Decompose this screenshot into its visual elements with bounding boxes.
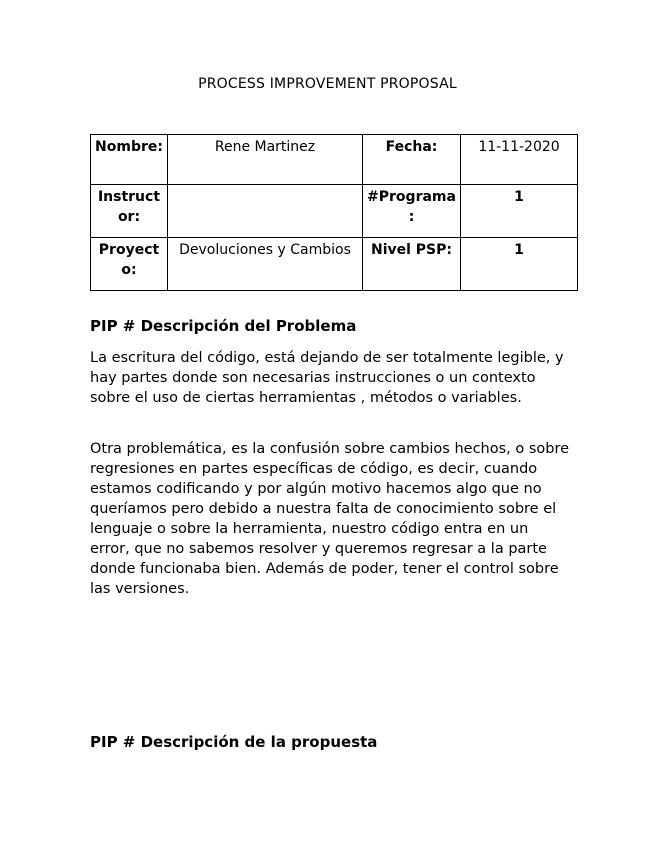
table-row — [91, 135, 578, 185]
program-label: #Programa: — [363, 185, 461, 238]
psp-level-label: Nivel PSP: — [363, 238, 461, 291]
table-row — [91, 238, 578, 291]
psp-level-value: 1 — [461, 238, 578, 291]
problem-paragraph-1: La escritura del código, está dejando de ser totalmente legible, y hay partes donde son necesarias instrucciones o un contexto sobre el uso de ciertas herramientas , métodos o variables. — [90, 350, 564, 406]
problem-paragraph-2: Otra problemática, es la confusión sobre cambios hechos, o sobre regresiones en partes específicas de código, es decir, cuando estamos codificando y por algún motivo hacemos algo que no queríamos pero debido a nuestra falta de conocimiento sobre el lenguaje o sobre la herramienta, nuestro código entra en un error, que no sabemos resolver y queremos regresar a la parte donde funcionaba bien. Además de poder, tener el control sobre las versiones. — [90, 441, 570, 597]
name-value: Rene Martinez — [168, 135, 363, 185]
project-value: Devoluciones y Cambios — [168, 238, 363, 291]
info-table — [90, 134, 578, 291]
table-row — [91, 185, 578, 238]
instructor-value — [168, 185, 363, 238]
document-title: PROCESS IMPROVEMENT PROPOSAL — [198, 76, 457, 92]
name-label: Nombre: — [91, 135, 168, 185]
instructor-label: Instructor: — [91, 185, 168, 238]
date-label: Fecha: — [363, 135, 461, 185]
project-label: Proyecto: — [91, 238, 168, 291]
program-value: 1 — [461, 185, 578, 238]
date-value: 11-11-2020 — [461, 135, 578, 185]
proposal-section-heading: PIP # Descripción de la propuesta — [90, 733, 378, 751]
problem-section-heading: PIP # Descripción del Problema — [90, 317, 357, 335]
